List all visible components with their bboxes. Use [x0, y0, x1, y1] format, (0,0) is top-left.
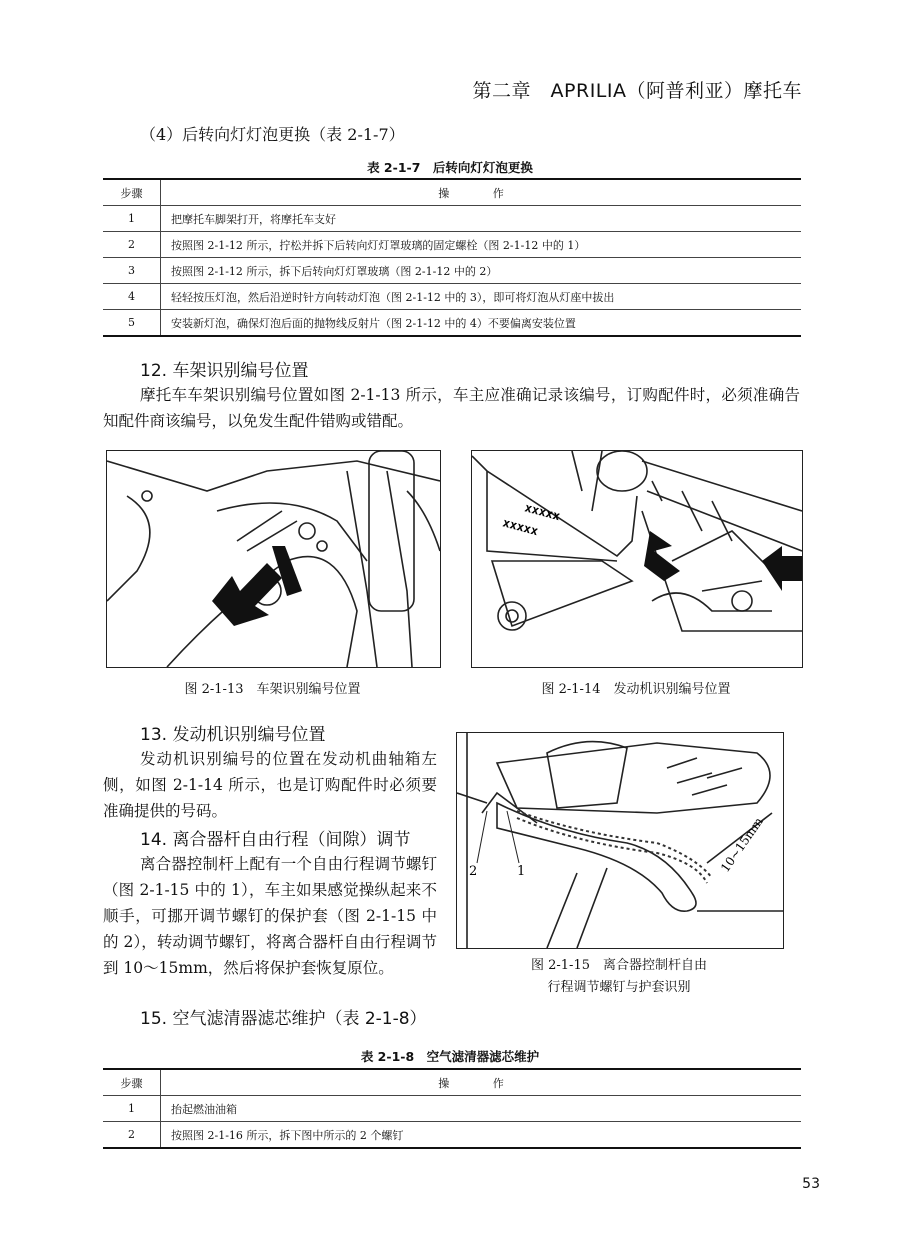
page-number: 53 — [802, 1176, 820, 1192]
section-12-text: 摩托车车架识别编号位置如图 2-1-13 所示，车主应准确记录该编号，订购配件时，必须准确告知配件商该编号，以免发生配件错购或错配。 — [103, 386, 800, 430]
section-13-heading: 13. 发动机识别编号位置 — [140, 725, 326, 745]
step-cell: 3 — [103, 258, 161, 284]
section-14-paragraph — [103, 851, 437, 981]
table-row — [103, 284, 801, 310]
section-13-paragraph — [103, 746, 437, 824]
section-14-text: 离合器控制杆上配有一个自由行程调节螺钉（图 2-1-15 中的 1），车主如果感觉操纵起来不顺手，可挪开调节螺钉的保护套（图 2-1-15 中的 2），转动调节螺钉，将离合器杆自由行程调节到 10～15mm，然后将保护套恢复原位。 — [103, 855, 437, 977]
table-2-1-8-caption: 表 2-1-8 空气滤清器滤芯维护 — [360, 1049, 540, 1064]
callout-2: 2 — [469, 864, 478, 879]
op-cell: 按照图 2-1-12 所示，拧松并拆下后转向灯灯罩玻璃的固定螺栓（图 2-1-12 中的 1） — [161, 232, 802, 258]
table-row — [103, 1122, 801, 1149]
figure-2-1-15-caption-line1: 图 2-1-15 离合器控制杆自由 — [530, 958, 707, 973]
section-12-heading: 12. 车架识别编号位置 — [140, 361, 309, 381]
col-step-header: 步骤 — [103, 179, 161, 206]
arrow-icon — [762, 546, 802, 591]
table-row — [103, 258, 801, 284]
op-cell: 按照图 2-1-12 所示，拆下后转向灯灯罩玻璃（图 2-1-12 中的 2） — [161, 258, 802, 284]
engine-number-marks-row1: xxxxx — [523, 500, 562, 524]
op-cell: 按照图 2-1-16 所示，拆下图中所示的 2 个螺钉 — [161, 1122, 802, 1149]
section-12-paragraph — [103, 382, 800, 434]
section-13-text: 发动机识别编号的位置在发动机曲轴箱左侧，如图 2-1-14 所示，也是订购配件时必须要准确提供的号码。 — [103, 750, 437, 820]
figure-2-1-13-frame-number — [106, 450, 441, 668]
section-4-heading: （4）后转向灯灯泡更换（表 2-1-7） — [140, 125, 405, 144]
engine-number-illustration — [472, 451, 802, 667]
step-cell: 5 — [103, 310, 161, 337]
figure-2-1-14-caption: 图 2-1-14 发动机识别编号位置 — [541, 682, 731, 697]
op-cell: 抬起燃油油箱 — [161, 1096, 802, 1122]
figure-2-1-15-caption — [456, 955, 782, 999]
step-cell: 1 — [103, 1096, 161, 1122]
step-cell: 2 — [103, 232, 161, 258]
col-op-header: 操 作 — [161, 179, 802, 206]
figure-2-1-15-clutch-lever — [456, 732, 784, 949]
section-14-heading: 14. 离合器杆自由行程（间隙）调节 — [140, 830, 411, 850]
table-header-row — [103, 179, 801, 206]
table-2-1-7 — [103, 178, 801, 337]
callout-1: 1 — [517, 864, 526, 879]
frame-number-illustration — [107, 451, 440, 667]
step-cell: 4 — [103, 284, 161, 310]
table-row — [103, 232, 801, 258]
figure-2-1-14-engine-number — [471, 450, 803, 668]
op-cell: 把摩托车脚架打开，将摩托车支好 — [161, 206, 802, 232]
chapter-header: 第二章 APRILIA（阿普利亚）摩托车 — [472, 80, 802, 102]
figure-2-1-13-caption: 图 2-1-13 车架识别编号位置 — [184, 682, 361, 697]
col-op-header: 操 作 — [161, 1069, 802, 1096]
arrow-icon — [212, 563, 282, 626]
table-row — [103, 310, 801, 337]
table-row — [103, 1096, 801, 1122]
col-step-header: 步骤 — [103, 1069, 161, 1096]
figure-2-1-15-caption-line2: 行程调节螺钉与护套识别 — [547, 980, 691, 995]
clutch-lever-illustration — [457, 733, 783, 948]
step-cell: 2 — [103, 1122, 161, 1149]
op-cell: 安装新灯泡，确保灯泡后面的抛物线反射片（图 2-1-12 中的 4）不要偏离安装位置 — [161, 310, 802, 337]
table-header-row — [103, 1069, 801, 1096]
table-row — [103, 206, 801, 232]
op-cell: 轻轻按压灯泡，然后沿逆时针方向转动灯泡（图 2-1-12 中的 3），即可将灯泡从灯座中拔出 — [161, 284, 802, 310]
table-2-1-7-caption: 表 2-1-7 后转向灯灯泡更换 — [367, 160, 533, 175]
dimension-10-15mm: 10~15mm — [717, 814, 766, 875]
step-cell: 1 — [103, 206, 161, 232]
table-2-1-8 — [103, 1068, 801, 1149]
section-15-heading: 15. 空气滤清器滤芯维护（表 2-1-8） — [140, 1009, 427, 1029]
engine-number-marks-row2: xxxxx — [501, 515, 540, 539]
